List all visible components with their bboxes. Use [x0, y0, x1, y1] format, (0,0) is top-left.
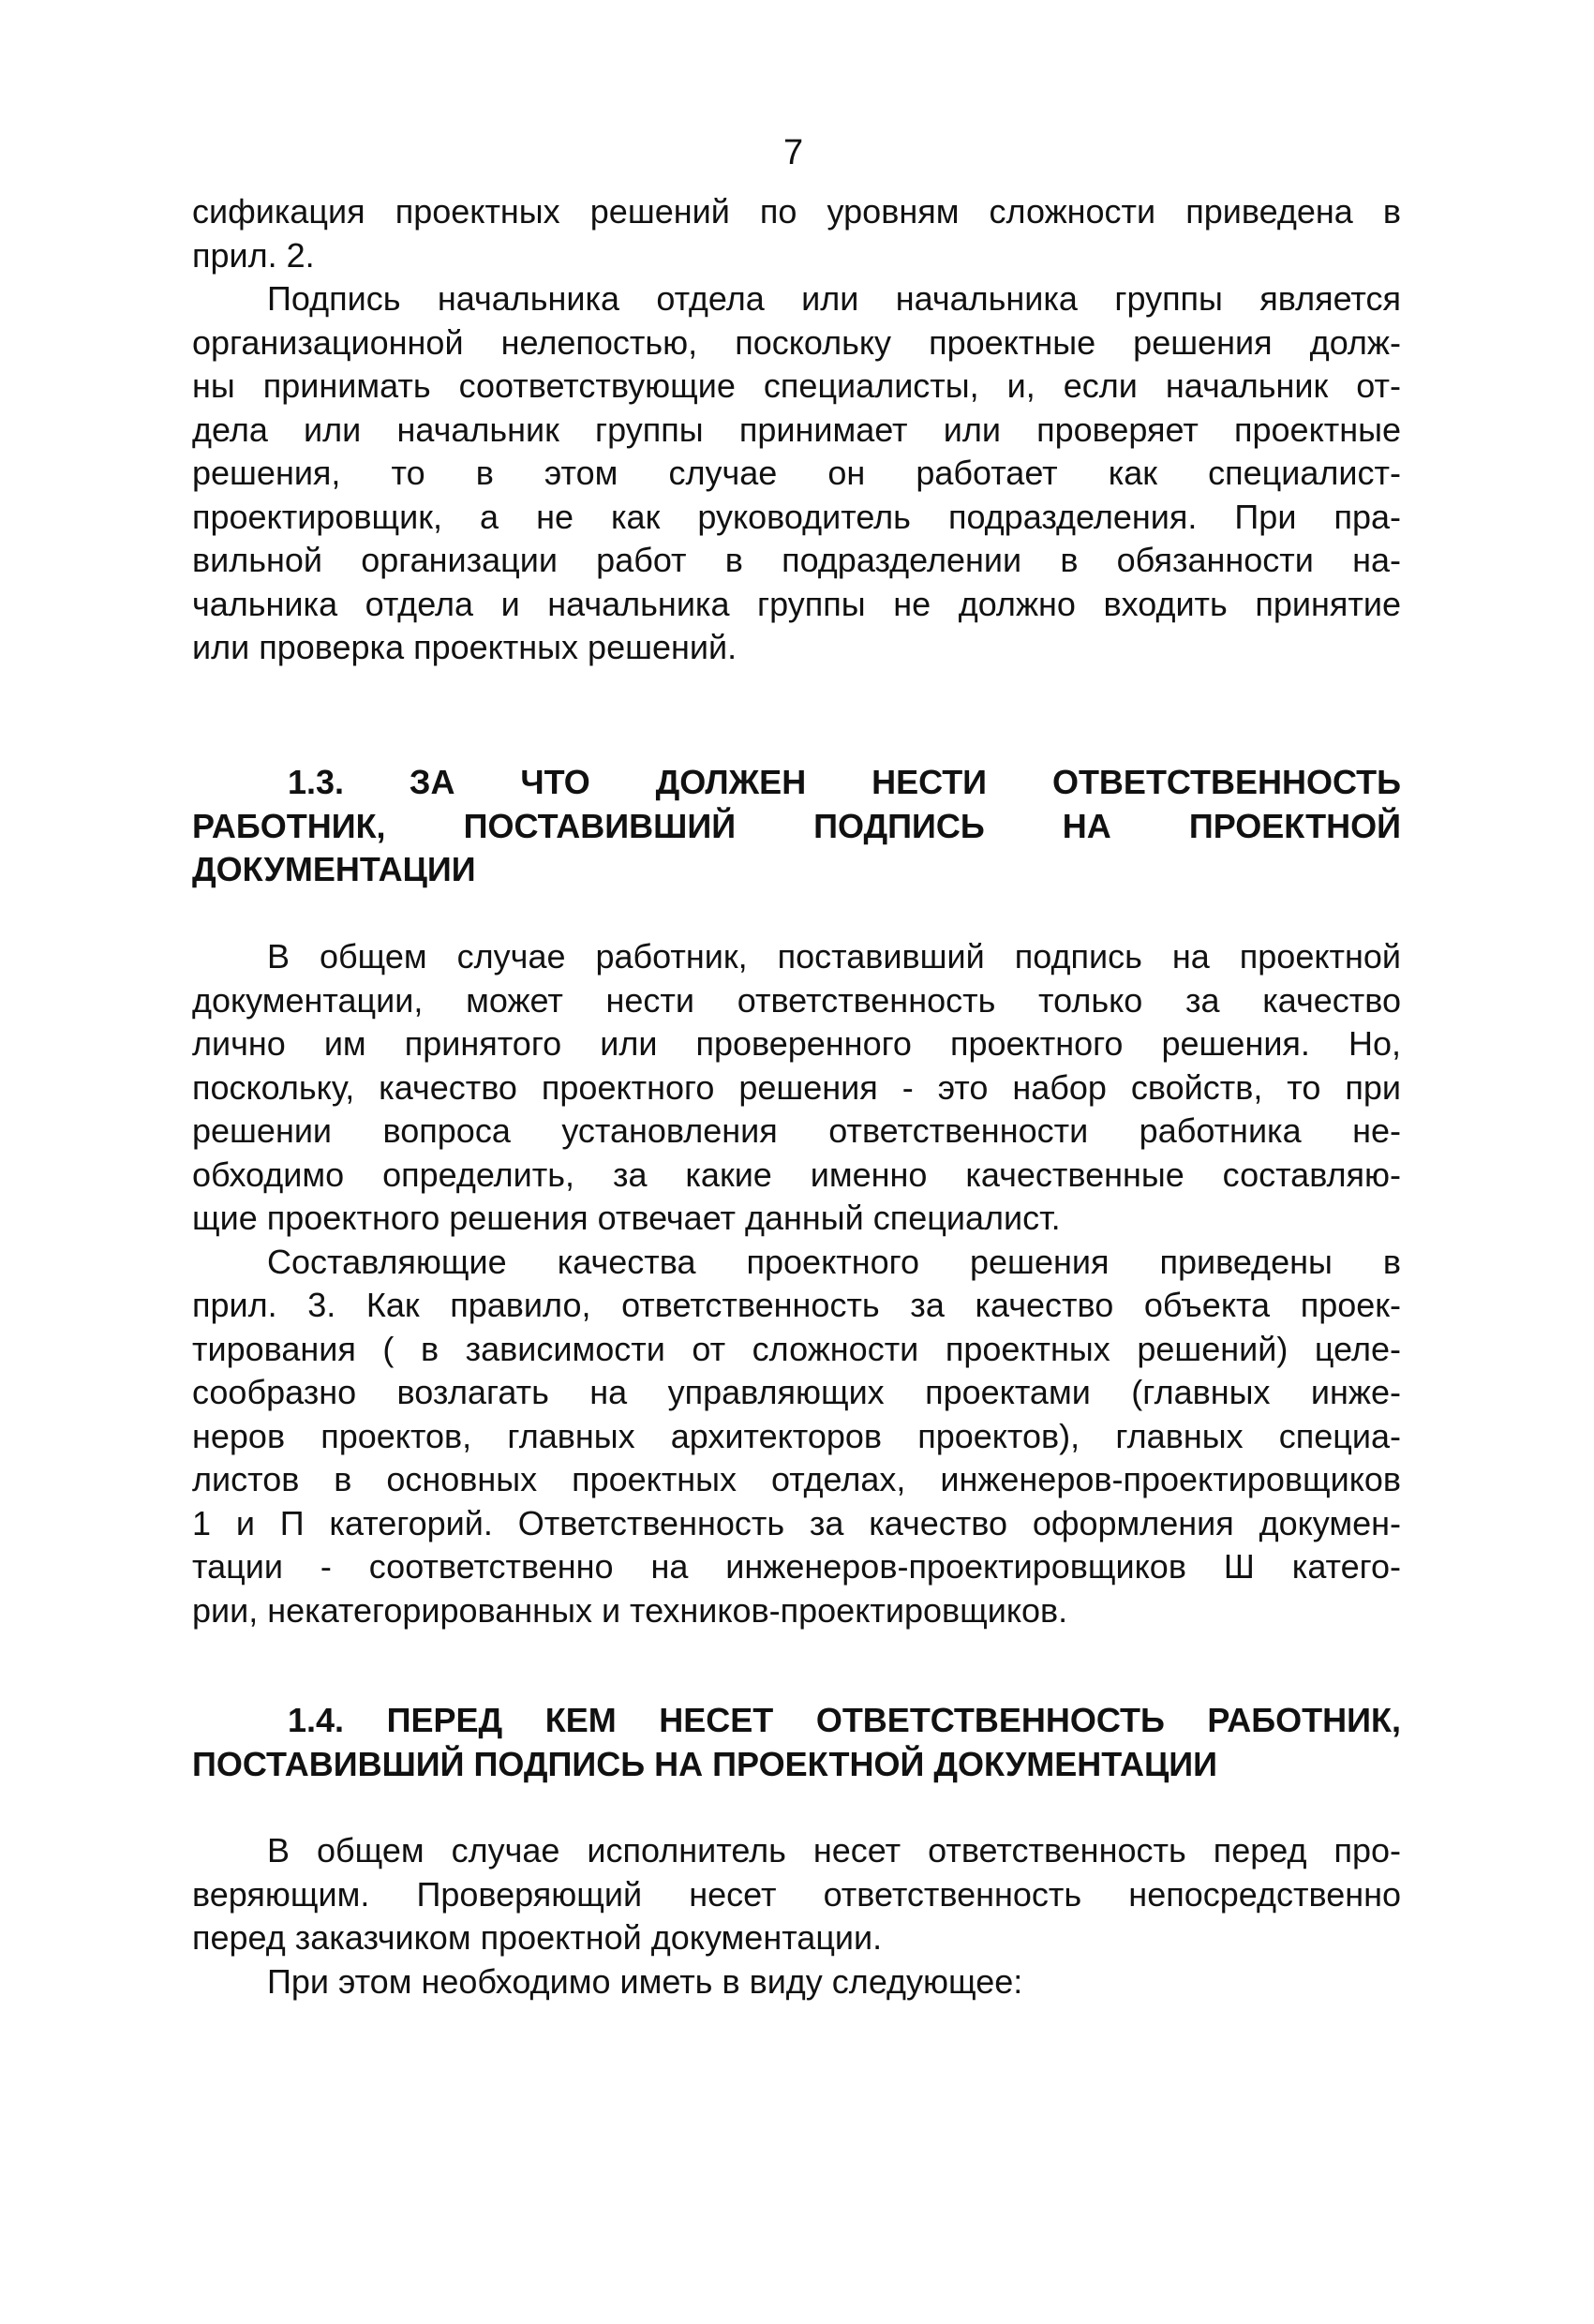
text-line: организационной нелепостью, поскольку проектные решения долж- [192, 322, 1401, 362]
text-line: рии, некатегорированных и техников-проектировщиков. [192, 1590, 1068, 1630]
text-line: В общем случае исполнитель несет ответственность перед про- [267, 1831, 1401, 1870]
heading-line: ДОКУМЕНТАЦИИ [192, 850, 476, 888]
text-line: Составляющие качества проектного решения приведены в [267, 1242, 1401, 1281]
text-line: вильной организации работ в подразделении в обязанности на- [192, 541, 1401, 579]
text-line: щие проектного решения отвечает данный специалист. [192, 1199, 1061, 1237]
page-number: 7 [783, 133, 804, 172]
text-line: дела или начальник группы принимает или проверяет проектные [192, 410, 1401, 449]
text-line: 1 и П категорий. Ответственность за качество оформления докумен- [192, 1503, 1401, 1542]
text-line: сообразно возлагать на управляющих проектами (главных инже- [192, 1373, 1401, 1411]
text-line: веряющим. Проверяющий несет ответственность непосредственно [192, 1874, 1401, 1914]
text-line: документации, может нести ответственность только за качество [192, 980, 1401, 1020]
text-line: решении вопроса установления ответственности работника не- [192, 1111, 1401, 1150]
text-line: ны принимать соответствующие специалисты, и, если начальник от- [192, 366, 1401, 405]
section-heading-1-3 [192, 761, 1401, 892]
text-line: При этом необходимо иметь в виду следующее: [267, 1961, 1023, 2001]
heading-line: 1.3. ЗА ЧТО ДОЛЖЕН НЕСТИ ОТВЕТСТВЕННОСТЬ [288, 763, 1401, 801]
text-line: перед заказчиком проектной документации. [192, 1918, 883, 1957]
text-line: Подпись начальника отдела или начальника группы является [267, 279, 1401, 318]
section-1-4-body [192, 1829, 1401, 2004]
text-line: обходимо определить, за какие именно качественные составляю- [192, 1155, 1401, 1194]
paragraph-continuation [192, 190, 1401, 670]
text-line: или проверка проектных решений. [192, 628, 737, 666]
heading-line: ПОСТАВИВШИЙ ПОДПИСЬ НА ПРОЕКТНОЙ ДОКУМЕНТАЦИИ [192, 1744, 1218, 1783]
text-line: поскольку, качество проектного решения - это набор свойств, то при [192, 1067, 1401, 1107]
text-line: В общем случае работник, поставивший подпись на проектной [267, 937, 1401, 976]
text-line: лично им принятого или проверенного проектного решения. Но, [192, 1024, 1401, 1063]
text-line: прил. 3. Как правило, ответственность за качество объекта проек- [192, 1286, 1401, 1324]
text-line: чальника отдела и начальника группы не должно входить принятие [192, 584, 1401, 623]
text-line: неров проектов, главных архитекторов проектов), главных специа- [192, 1416, 1401, 1455]
text-line: листов в основных проектных отделах, инженеров-проектировщиков [192, 1460, 1401, 1498]
section-heading-1-4 [192, 1699, 1401, 1786]
text-line: сификация проектных решений по уровням сложности приведена в [192, 192, 1401, 231]
section-1-3-body [192, 935, 1401, 1632]
text-line: тации - соответственно на инженеров-проектировщиков Ш катего- [192, 1547, 1401, 1586]
text-line: решения, то в этом случае он работает как специалист- [192, 454, 1401, 492]
text-line: тирования ( в зависимости от сложности проектных решений) целе- [192, 1329, 1401, 1368]
heading-line: РАБОТНИК, ПОСТАВИВШИЙ ПОДПИСЬ НА ПРОЕКТНОЙ [192, 806, 1401, 845]
heading-line: 1.4. ПЕРЕД КЕМ НЕСЕТ ОТВЕТСТВЕННОСТЬ РАБОТНИК, [288, 1701, 1401, 1739]
text-line: прил. 2. [192, 235, 315, 275]
text-line: проектировщик, а не как руководитель подразделения. При пра- [192, 497, 1401, 536]
